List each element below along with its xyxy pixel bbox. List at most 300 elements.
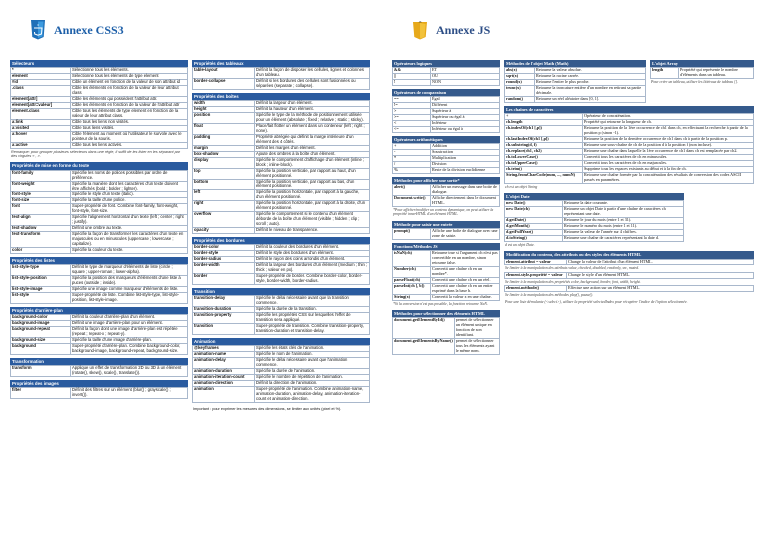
term-cell: new Date(ch) xyxy=(505,207,563,218)
term-cell: color xyxy=(11,248,71,254)
description-cell: Définit le type de marqueur d'éléments de liste (circle ; square ; upper-roman ; lower-alpha). xyxy=(71,265,188,276)
description-cell: Spécifie le type de la méthode de positionnement utilisée pour un élément (absolute ; fixed ; relative ; static ; sticky). xyxy=(255,113,370,124)
section-heading: Transformation xyxy=(10,358,188,365)
section-heading: Propriétés de mise en forme du texte xyxy=(10,162,188,169)
table-row xyxy=(393,251,500,267)
term-cell: * xyxy=(393,156,431,162)
description-cell: Supérieur ou égal à xyxy=(431,115,500,121)
dom-modification-section xyxy=(504,251,754,308)
section-heading: Animation xyxy=(192,338,370,345)
reference-table xyxy=(504,272,754,279)
term-cell: animation xyxy=(193,386,255,402)
description-cell: Spécifie la position verticale, par rapport au bas, d'un élément positionné. xyxy=(255,179,370,190)
description-cell: Définit une image d'arrière-plan pour un élément. xyxy=(71,320,188,326)
reference-table xyxy=(392,317,500,355)
section xyxy=(10,162,188,253)
term-cell: a:visited xyxy=(11,125,71,131)
reference-table xyxy=(392,143,500,174)
term-cell: d.getFullYear() xyxy=(505,229,563,235)
term-cell: prompt() xyxy=(393,229,431,240)
section-note: *Pour afficher/modifier un contenu dynamique, on peut utiliser la propriété innerHTML d'un élément HTML. xyxy=(393,207,494,217)
term-cell: + xyxy=(393,144,431,150)
reference-table xyxy=(10,365,188,377)
term-cell: list-style-image xyxy=(11,286,71,292)
term-cell: transition-delay xyxy=(193,296,255,307)
description-cell: Super-propriété de border. Combine border-color, border-style, border-width, border-radius. xyxy=(255,274,370,285)
table-row xyxy=(11,365,188,376)
term-cell: top xyxy=(193,168,255,179)
description-cell: Définit des filtres sur un élément (blur() ; grayscale() ; invert()). xyxy=(71,387,188,398)
term-cell: ch.substring(d, f) xyxy=(505,142,583,148)
description-cell: Convertit une chaîne ch en un réel. xyxy=(431,277,500,283)
term-cell: abs(x) xyxy=(505,68,535,74)
term-cell: background xyxy=(11,343,71,354)
description-cell: Spécifie le nom de l'animation. xyxy=(255,351,370,357)
table-row xyxy=(505,235,684,241)
table-row xyxy=(193,134,370,145)
table-row xyxy=(193,312,370,323)
table-row xyxy=(11,387,188,398)
section-heading: Méthodes de l'objet Math (Math) xyxy=(504,60,646,67)
table-row xyxy=(393,318,500,339)
term-cell: animation-iteration-count xyxy=(193,374,255,380)
description-cell: Retourne la position de la dernière occurrence de ch1 dans ch à partir de la position p. xyxy=(583,136,754,142)
description-cell: Cible les éléments en fonction de la valeur de leur attribut class xyxy=(71,86,188,97)
table-row xyxy=(11,343,188,354)
section xyxy=(392,89,500,133)
term-cell: background-color xyxy=(11,315,71,321)
description-cell: Retourne true si l'argument ch n'est pas convertible en un nombre, sinon retourne false. xyxy=(432,250,498,266)
description-cell: Définit la façon de disposer les cellules, lignes et colonnes d'un tableau. xyxy=(255,68,370,79)
description-cell: Spécifie la durée de l'animation. xyxy=(255,368,370,374)
description-cell: Spécifie une image comme marqueur d'éléments de liste. xyxy=(71,286,188,292)
term-cell: background-size xyxy=(11,337,71,343)
description-cell: Convertit une chaîne ch en un nombre*. xyxy=(431,266,500,277)
section-heading: Propriétés des images xyxy=(10,380,188,387)
term-cell: .class xyxy=(11,86,71,97)
description-cell: Inférieur xyxy=(431,121,500,127)
table-row xyxy=(193,296,370,307)
reference-table xyxy=(192,345,370,403)
table-row xyxy=(193,79,370,90)
description-cell: Définit le style des bordures d'un élément. xyxy=(255,251,370,257)
section-note: Se limiter à la manipulation des propriétés color, background, border, font, width, height. xyxy=(505,279,641,284)
section-heading: Transition xyxy=(192,288,370,295)
term-cell: ch.length xyxy=(505,120,583,126)
description-cell: Retourne une chaîne formée par la concaténation des résultats de conversion des codes ASCII passés en paramètres. xyxy=(583,172,754,183)
table-row xyxy=(505,286,754,292)
section xyxy=(504,251,754,305)
reference-table xyxy=(504,200,684,242)
term-cell: transition xyxy=(193,323,255,334)
description-cell: Définit la couleur des bordures d'un élément. xyxy=(255,245,370,251)
table-row xyxy=(393,294,500,300)
table-row xyxy=(193,179,370,190)
term-cell: document.getElementsByName() xyxy=(393,339,455,355)
table-row xyxy=(393,283,500,294)
table-row xyxy=(393,196,500,207)
section-heading: L'objet Date xyxy=(504,193,684,200)
term-cell: overflow xyxy=(193,212,255,228)
term-cell: background-image xyxy=(11,320,71,326)
description-cell: Définit les marges d'un élément. xyxy=(255,145,370,151)
term-cell: element.class xyxy=(11,108,71,119)
term-cell: border-style xyxy=(193,251,255,257)
description-cell: Super-propriété de l'animation. Combine animation-name, animation-duration, animation-delay, animation-iteration-count et animation-direction. xyxy=(255,386,370,402)
description-cell: Applique un effet de transformation 2D ou 3D à un élément (rotate(), skew(), scale(), translate()). xyxy=(71,365,188,376)
description-cell: Spécifie la position horizontale, par rapport à la gauche, d'un élément positionné. xyxy=(255,190,370,201)
table-row xyxy=(193,190,370,201)
description-cell: Cible un élément en fonction de la valeur de son attribut id xyxy=(71,80,188,86)
section xyxy=(650,60,754,86)
term-cell: String(x) xyxy=(393,294,431,300)
reference-table xyxy=(10,170,188,254)
table-row xyxy=(505,96,646,102)
description-cell: Spécifie les états clés de l'animation. xyxy=(255,345,370,351)
section-heading: L'objet Array xyxy=(650,60,754,67)
table-row xyxy=(11,248,188,254)
description-cell: Reste de la division euclidienne xyxy=(431,167,500,173)
description-cell: NON xyxy=(431,80,500,86)
table-row xyxy=(193,157,370,168)
section xyxy=(392,60,500,86)
section-heading: Propriétés d'arrière-plan xyxy=(10,307,188,314)
description-cell: Change le style d'un élément HTML. xyxy=(567,272,754,278)
section xyxy=(10,307,188,355)
description-cell: Spécifie la position des marqueurs d'éléments d'une liste à puces (outside ; inside). xyxy=(71,276,188,287)
section xyxy=(392,136,500,174)
description-cell: Cible tous les éléments de type element en fonction de la valeur de leur attribut class. xyxy=(71,108,188,119)
term-cell: d.toString() xyxy=(505,235,563,241)
section xyxy=(10,60,188,159)
reference-table xyxy=(504,113,754,183)
term-cell: border-color xyxy=(193,245,255,251)
description-cell: Spécifie la position verticale, par rapport au haut, d'un élément positionné. xyxy=(255,168,370,179)
string-section xyxy=(504,106,754,193)
description-cell: Retourne une chaîne de caractères représentant la date d. xyxy=(563,235,684,241)
term-cell: font-weight xyxy=(11,181,71,192)
term-cell: ch.toUpperCase() xyxy=(505,160,583,166)
description-cell: Multiplication xyxy=(431,156,500,162)
section-heading: Méthodes pour afficher une sortie* xyxy=(392,177,500,184)
description-cell: Sélectionne tous les éléments de type element xyxy=(71,74,188,80)
term-cell: a:link xyxy=(11,119,71,125)
description-cell: Spécifie la manière dont les caractères d'un texte doivent être affichés (bold ; bolder ; lighter). xyxy=(71,181,188,192)
section xyxy=(392,310,500,355)
term-cell: String.fromCharCode(num, ..., numN) xyxy=(505,172,583,183)
table-row xyxy=(393,185,500,196)
reference-table xyxy=(192,244,370,285)
table-row xyxy=(505,126,754,137)
description-cell: Cible l'élément au moment où l'utilisateur le survole avec le pointeur de la souris. xyxy=(71,131,188,142)
term-cell: != xyxy=(393,103,431,109)
css-title: Annexe CSS3 xyxy=(54,22,124,37)
math-section xyxy=(504,60,646,106)
section xyxy=(504,193,684,248)
description-cell: Définit une ombre au texte. xyxy=(71,226,188,232)
section-note: Pour créer un tableau, utiliser les littéraux de tableau []. xyxy=(651,80,739,85)
css-column-right xyxy=(192,60,370,412)
js-annex-page xyxy=(384,0,768,543)
term-cell: < xyxy=(393,121,431,127)
table-row xyxy=(193,68,370,79)
reference-table xyxy=(192,295,370,335)
description-cell: Retourne la valeur de l'année sur 4 chiffres. xyxy=(563,229,684,235)
description-cell: Définit le niveau de transparence. xyxy=(255,228,370,234)
section xyxy=(10,380,188,399)
term-cell: width xyxy=(193,101,255,107)
description-cell: Propriété qui représente le nombre d'éléments dans un tableau. xyxy=(679,68,754,79)
reference-table xyxy=(504,67,646,103)
term-cell: text-transform xyxy=(11,232,71,248)
table-row xyxy=(393,339,500,355)
svg-text:3: 3 xyxy=(37,23,39,27)
term-cell: <= xyxy=(393,127,431,133)
js-title: Annexe JS xyxy=(436,22,491,37)
section xyxy=(392,221,500,240)
reference-table xyxy=(10,387,188,399)
term-cell: element[attr] xyxy=(11,96,71,102)
description-cell: Supprime tous les espaces existants au début et à la fin de ch. xyxy=(583,166,754,172)
js-logo-icon xyxy=(412,20,428,40)
description-cell: Opérateur de concaténation. xyxy=(583,114,754,120)
description-cell: Cible les éléments en fonction de la valeur de l'attribut attr xyxy=(71,102,188,108)
table-row xyxy=(11,131,188,142)
description-cell: Cible tous les liens activés. xyxy=(71,142,188,148)
description-cell: Spécifie la position horizontale, par rapport à la droite, d'un élément positionné. xyxy=(255,201,370,212)
description-cell: Définit la largeur des bordures d'un élément (medium ; thin ; thick ; valeur en px). xyxy=(255,263,370,274)
description-cell: Retourne la date courante. xyxy=(563,201,684,207)
term-cell: font-family xyxy=(11,170,71,181)
description-cell: Retourne la position de la 1ère occurrence de ch1 dans ch, en effectuant la recherche à partir de la position p (sinon -1). xyxy=(583,126,754,137)
term-cell: opacity xyxy=(193,228,255,234)
table-row xyxy=(11,232,188,248)
term-cell: animation-direction xyxy=(193,380,255,386)
description-cell: Définit la largeur d'un élément. xyxy=(255,101,370,107)
section-note: ch est un objet String xyxy=(505,184,538,189)
description-cell: Addition xyxy=(431,144,500,150)
description-cell: Définit le rayon des coins arrondis d'un élément. xyxy=(255,257,370,263)
term-cell: ch.lastIndexOf(ch1 [,p]) xyxy=(505,136,583,142)
term-cell: && xyxy=(393,68,431,74)
section xyxy=(504,60,646,103)
reference-table xyxy=(392,96,500,133)
term-cell: font-size xyxy=(11,198,71,204)
section-heading: Les chaînes de caractères xyxy=(504,106,754,113)
term-cell: trunc(x) xyxy=(505,86,535,97)
table-row xyxy=(11,215,188,226)
description-cell: Spécifie le comportement d'affichage d'un élément (inline ; block ; inline-block). xyxy=(255,157,370,168)
section-heading: Opérateurs de comparaison xyxy=(392,89,500,96)
description-cell: Affiche une boîte de dialogue avec une zone de saisie. xyxy=(432,228,498,238)
description-cell: Spécifie la façon de transformer les caractères d'un texte en majuscules ou en minuscules (uppercase ; lowercase ; capitalize). xyxy=(71,232,188,248)
term-cell: transform xyxy=(11,365,71,376)
term-cell: ch.toLowerCase() xyxy=(505,154,583,160)
description-cell: Ajoute des ombres à la boîte d'un élément. xyxy=(255,151,370,157)
description-cell: Super-propriété d'arrière-plan. Combine background-color, background-image, background-repeat, background-size. xyxy=(71,343,188,354)
table-row xyxy=(11,108,188,119)
term-cell: border xyxy=(193,274,255,285)
term-cell: height xyxy=(193,107,255,113)
table-row xyxy=(11,142,188,148)
description-cell: Division xyxy=(431,162,500,168)
reference-table xyxy=(650,67,754,79)
section xyxy=(10,358,188,377)
term-cell: length xyxy=(651,68,679,79)
table-row xyxy=(193,113,370,124)
description-cell: Spécifie les noms de polices possibles par ordre de préférence. xyxy=(71,170,188,181)
reference-table xyxy=(392,184,500,207)
description-cell: Retourne la valeur absolue. xyxy=(535,68,646,74)
table-row xyxy=(393,80,500,86)
js-column-left xyxy=(392,60,500,358)
term-cell: isNaN(ch) xyxy=(393,251,431,267)
term-cell: float xyxy=(193,124,255,135)
reference-table xyxy=(192,100,370,234)
description-cell: Retourne la troncature entière d'un nombre en retirant sa partie décimale. xyxy=(535,86,646,97)
reference-table xyxy=(10,314,188,355)
table-row xyxy=(11,326,188,337)
section xyxy=(192,60,370,90)
section-note: Remarque: pour grouper plusieurs sélecteurs dans une règle, il suffit de les lister en les séparant par des virgules « , ». xyxy=(11,149,181,158)
section-note: *Si la conversion n'est pas possible, la fonction retourne NaN. xyxy=(393,301,488,306)
css-column-left xyxy=(10,60,188,412)
term-cell: ch.trim() xyxy=(505,166,583,172)
table-row xyxy=(505,259,754,265)
term-cell: == xyxy=(393,97,431,103)
table-row xyxy=(193,323,370,334)
reference-table xyxy=(392,228,500,240)
section-heading: Opérateurs arithmétiques xyxy=(392,136,500,143)
description-cell: Spécifie le style d'un texte (italic). xyxy=(71,192,188,198)
css3-logo-icon xyxy=(30,20,46,40)
reference-table xyxy=(10,67,188,148)
description-cell: Définit si les bordures des cellules sont fusionnées ou séparées (separate ; collapse). xyxy=(255,79,370,90)
term-cell: sqrt(x) xyxy=(505,74,535,80)
description-cell: Afficher un message dans une boite de dialogue. xyxy=(431,185,500,196)
reference-table xyxy=(392,67,500,86)
reference-table xyxy=(192,67,370,90)
description-cell: Retourne une sous-chaîne de ch de la position d à la position f (non incluse). xyxy=(583,142,754,148)
term-cell: ch.indexOf(ch1 [,p]) xyxy=(505,126,583,137)
term-cell: list-style xyxy=(11,292,71,303)
term-cell: alert() xyxy=(393,185,431,196)
term-cell: padding xyxy=(193,134,255,145)
section xyxy=(392,177,500,218)
term-cell: background-repeat xyxy=(11,326,71,337)
term-cell: text-shadow xyxy=(11,226,71,232)
description-cell: Spécifie la taille d'une police. xyxy=(71,198,188,204)
table-row xyxy=(193,212,370,228)
description-cell: Propriété qui retourne la longueur de ch. xyxy=(583,120,754,126)
section xyxy=(192,288,370,335)
term-cell: position xyxy=(193,113,255,124)
description-cell: Inférieur ou égal à xyxy=(431,127,500,133)
description-cell: Change la valeur de l'attribut d'un élément HTML. xyxy=(567,259,754,265)
term-cell: font-style xyxy=(11,192,71,198)
section-note: Pour une liste déroulante (<select>), utiliser la propriété selectedIndex pour récupérer l'indice de l'option sélectionnée. xyxy=(505,299,688,304)
reference-table xyxy=(392,250,500,301)
description-cell: Convertit tous les caractères de ch en majuscules. xyxy=(583,160,754,166)
term-cell: bottom xyxy=(193,179,255,190)
description-cell: Supérieur à xyxy=(431,109,500,115)
term-cell: element.style.propriété = valeur xyxy=(505,272,567,278)
term-cell: parseFloat(ch) xyxy=(393,277,431,283)
svg-text:JS: JS xyxy=(418,21,422,24)
section-heading: Sélecteurs xyxy=(10,60,188,67)
description-cell: Spécifie le nombre de répétition de l'animation. xyxy=(255,374,370,380)
term-cell: Document.write() xyxy=(393,196,431,207)
section-note: Se limiter à la manipulation des méthodes play(), pause(). xyxy=(505,293,594,298)
term-cell: - xyxy=(393,150,431,156)
description-cell: Retourne le numéro du mois (entre 1 et 11). xyxy=(563,224,684,230)
table-row xyxy=(393,167,500,173)
description-cell: Spécifie le comportement si le contenu d'un élément déborde de la boîte d'un élément (visible ; hidden ; clip ; scroll ; auto). xyxy=(255,212,370,228)
description-cell: Cible tous les liens non visités. xyxy=(71,119,188,125)
term-cell: list-style-type xyxy=(11,265,71,276)
term-cell: % xyxy=(393,167,431,173)
term-cell: text-align xyxy=(11,215,71,226)
term-cell: a:hover xyxy=(11,131,71,142)
description-cell: Spécifie le délai nécessaire avant que la transition commence. xyxy=(255,296,370,307)
table-row xyxy=(193,201,370,212)
description-cell: Spécifie la taille d'une image d'arrière-plan. xyxy=(71,337,188,343)
description-cell: Super-propriété de transition. Combine transition-property, transition-duration et transition-delay. xyxy=(255,323,370,334)
section-heading: Fonctions/Méthodes JS xyxy=(392,243,500,250)
term-cell: Number(ch) xyxy=(393,266,431,277)
term-cell: left xyxy=(193,190,255,201)
description-cell: Convertit tous les caractères de ch en minuscules. xyxy=(583,154,754,160)
description-cell: Égal xyxy=(431,97,500,103)
description-cell: Effectue une action sur un élément HTML. xyxy=(567,286,754,292)
description-cell: Convertit la valeur x en une chaîne. xyxy=(431,294,500,300)
section-heading: Méthode pour saisir une entrée xyxy=(392,221,500,228)
term-cell: transition-duration xyxy=(193,307,255,313)
description-cell: Spécifie la couleur du texte. xyxy=(71,248,188,254)
term-cell: element.méthode() xyxy=(505,286,567,292)
table-row xyxy=(193,124,370,135)
section-heading: Méthodes pour sélectionner des éléments HTML xyxy=(392,310,500,317)
description-cell: Affiche directement dans le document HTML. xyxy=(431,196,500,207)
table-row xyxy=(11,181,188,192)
description-cell: Retourne un objet Date à partir d'une chaîne de caractères ch représentant une date. xyxy=(563,207,684,218)
description-cell: Retourne la racine carrée. xyxy=(535,74,646,80)
term-cell: random() xyxy=(505,96,535,102)
table-row xyxy=(393,127,500,133)
term-cell: d.getMonth() xyxy=(505,224,563,230)
table-row xyxy=(193,263,370,274)
term-cell: element.attribut = valeur xyxy=(505,259,567,265)
term-cell: ! xyxy=(393,80,431,86)
section-heading: Opérateurs logiques xyxy=(392,60,500,67)
description-cell: Définit la hauteur d'un élément. xyxy=(255,107,370,113)
js-column-right xyxy=(504,60,754,358)
term-cell: transition-property xyxy=(193,312,255,323)
term-cell: box-shadow xyxy=(193,151,255,157)
section xyxy=(10,257,188,304)
description-cell: Super-propriété de liste. Combine list-style-type, list-style-position, list-style-image. xyxy=(71,292,188,303)
section xyxy=(192,338,370,403)
description-cell: OU xyxy=(431,74,500,80)
table-row xyxy=(193,386,370,402)
table-row xyxy=(193,357,370,368)
term-cell: @keyframes xyxy=(193,345,255,351)
description-cell: Spécifie les propriétés CSS sur lesquelles l'effet de transition sera appliqué. xyxy=(255,312,370,323)
term-cell: font xyxy=(11,204,71,215)
description-cell: Place/fait flotter un élément dans un conteneur (left ; right ; none). xyxy=(255,124,370,135)
section xyxy=(192,93,370,234)
section-heading: Propriétés des listes xyxy=(10,257,188,264)
